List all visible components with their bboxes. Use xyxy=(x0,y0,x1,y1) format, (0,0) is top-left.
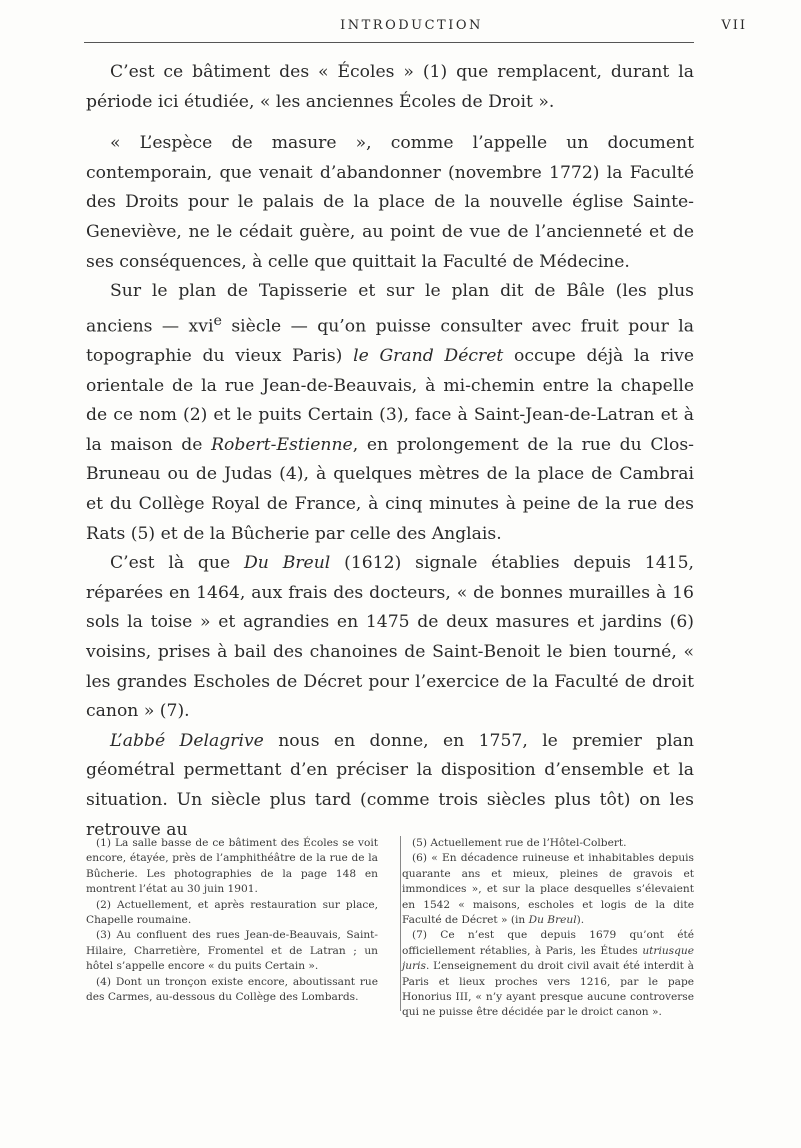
footnotes-right-column xyxy=(402,836,694,1021)
paragraph: Sur le plan de Tapisserie et sur le plan dit de Bâle (les plus anciens — xvi$^e$ siècle — qu’on puisse consulter avec fruit pour la topographie du vieux Paris) le Grand Décret occupe déjà la rive orientale de la rue Jean-de-Beauvais, à mi-chemin entre la chapelle de ce nom (2) et le puits Certain (3), face à Saint-Jean-de-Latran et à la maison de Robert-Estienne, en prolongement de la rue du Clos-Bruneau ou de Judas (4), à quelques mètres de la place de Cambrai et du Collège Royal de France, à cinq minutes à peine de la rue des Rats (5) et de la Bûcherie par celle des Anglais. xyxy=(86,281,695,544)
footnote: (2) Actuellement, et après restauration sur place, Chapelle roumaine. xyxy=(86,898,378,927)
page-number: VII xyxy=(721,18,747,33)
footnote: (5) Actuellement rue de l’Hôtel-Colbert. xyxy=(412,837,627,849)
footnotes-left-column xyxy=(86,836,378,1021)
footnote: (4) Dont un tronçon existe encore, aboutissant rue des Carmes, au-dessous du Collège des Lombards. xyxy=(86,975,378,1004)
main-text xyxy=(86,58,694,845)
paragraph: C’est là que Du Breul (1612) signale établies depuis 1415, réparées en 1464, aux frais des docteurs, « de bonnes murailles à 16 sols la toise » et agrandies en 1475 de deux masures et jardins (6) voisins, prises à bail des chanoines de Saint-Benoit le bien tourné, « les grandes Escholes de Décret pour l’exercice de la Faculté de droit canon » (7). xyxy=(86,553,695,722)
footnote: (1) La salle basse de ce bâtiment des Écoles se voit encore, étayée, près de l’amphithéâtre de la rue de la Bûcherie. Les photographies de la page 148 en montrent l’état au 30 juin 1901. xyxy=(86,837,378,896)
running-title: INTRODUCTION xyxy=(340,18,483,33)
paragraph: C’est ce bâtiment des « Écoles » (1) que remplacent, durant la période ici étudiée, « les anciennes Écoles de Droit ». xyxy=(86,62,694,112)
paragraph: « L’espèce de masure », comme l’appelle un document contemporain, que venait d’abandonner (novembre 1772) la Faculté des Droits pour le palais de la place de la nouvelle église Sainte-Geneviève, ne le cédait guère, au point de vue de l’ancienneté et de ses conséquences, à celle que quittait la Faculté de Médecine. xyxy=(86,133,694,272)
paragraph: L’abbé Delagrive nous en donne, en 1757, le premier plan géométral permettant d’en préciser la disposition d’ensemble et la situation. Un siècle plus tard (comme trois siècles plus tôt) on les retrouve au xyxy=(86,730,694,840)
footnote-column-divider xyxy=(400,836,401,1011)
page-header xyxy=(76,18,747,42)
header-rule xyxy=(84,42,694,43)
footnote: (6) « En décadence ruineuse et inhabitables depuis quarante ans et mieux, pleines de gravois et immondices », et sur la place desquelles s’élevaient en 1542 « maisons, escholes et logis de la dite Faculté de Décret » (in Du Breul). xyxy=(402,852,694,927)
footnote: (3) Au confluent des rues Jean-de-Beauvais, Saint-Hilaire, Charretière, Fromentel et de Latran ; un hôtel s’appelle encore « du puits Certain ». xyxy=(86,929,378,973)
footnote: (7) Ce n’est que depuis 1679 qu’ont été officiellement rétablies, à Paris, les Études utriusque juris. L’enseignement du droit civil avait été interdit à Paris et lieux proches vers 1216, par le pape Honorius III, « n’y ayant presque aucune controverse qui ne puisse être décidée par le droict canon ». xyxy=(402,929,694,1019)
footnotes xyxy=(86,836,694,1021)
